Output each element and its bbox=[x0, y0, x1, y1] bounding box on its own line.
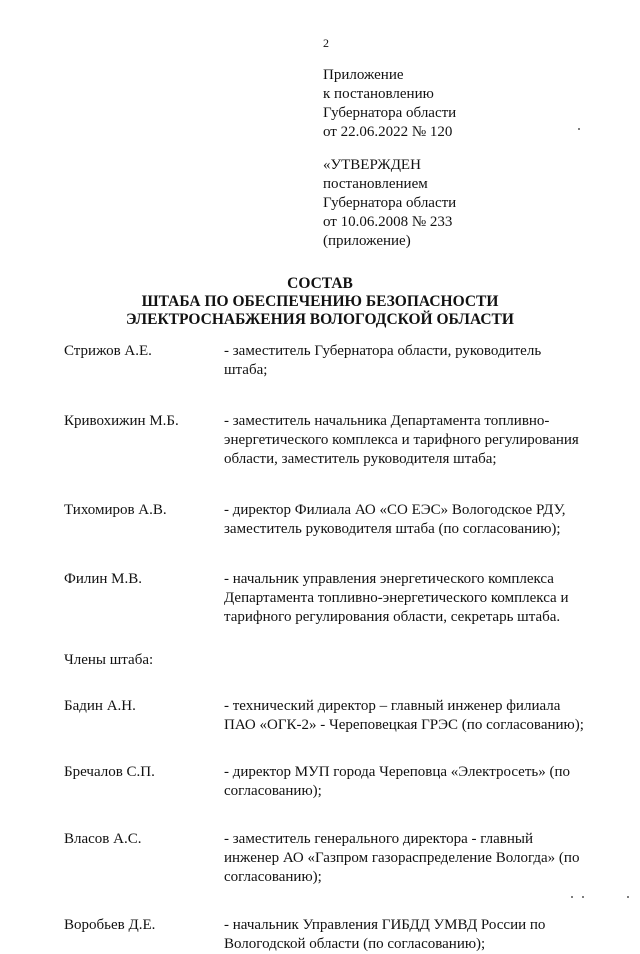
member-name: Бречалов С.П. bbox=[64, 764, 155, 780]
appendix-line: к постановлению bbox=[323, 86, 434, 102]
member-name: Стрижов А.Е. bbox=[64, 343, 152, 359]
member-role: - директор МУП города Череповца «Электросеть» (по согласованию); bbox=[224, 764, 571, 799]
scan-speck bbox=[578, 128, 580, 130]
scan-speck bbox=[582, 896, 584, 898]
scan-speck bbox=[627, 896, 629, 898]
member-role: - заместитель генерального директора - главный инженер АО «Газпром газораспределение Вологда» (по согласованию); bbox=[224, 831, 580, 885]
members-label: Члены штаба: bbox=[64, 652, 154, 668]
approved-line: (приложение) bbox=[323, 233, 411, 249]
member-role: - начальник Управления ГИБДД УМВД России по Вологодской области (по согласованию); bbox=[224, 917, 546, 952]
appendix-line: Губернатора области bbox=[323, 105, 457, 121]
title-line: ШТАБА ПО ОБЕСПЕЧЕНИЮ БЕЗОПАСНОСТИ bbox=[141, 293, 499, 310]
member-name: Власов А.С. bbox=[64, 831, 142, 847]
approved-header bbox=[323, 156, 456, 251]
approved-line: Губернатора области bbox=[323, 195, 457, 211]
leadership-entry bbox=[64, 342, 584, 380]
member-name: Воробьев Д.Е. bbox=[64, 917, 156, 933]
document-title bbox=[0, 275, 640, 329]
member-name: Тихомиров А.В. bbox=[64, 502, 167, 518]
member-entry bbox=[64, 830, 584, 887]
staff-composition-list bbox=[64, 342, 584, 954]
scan-speck bbox=[571, 896, 573, 898]
approved-line: постановлением bbox=[323, 176, 428, 192]
member-role: - директор Филиала АО «СО ЕЭС» Вологодское РДУ, заместитель руководителя штаба (по согласованию); bbox=[224, 502, 566, 537]
appendix-line: Приложение bbox=[323, 67, 404, 83]
title-line: СОСТАВ bbox=[287, 275, 353, 292]
approved-line: «УТВЕРЖДЕН bbox=[323, 157, 421, 173]
member-entry bbox=[64, 697, 584, 735]
member-role: - заместитель Губернатора области, руководитель штаба; bbox=[224, 343, 542, 378]
leadership-entry bbox=[64, 570, 584, 627]
page-number: 2 bbox=[323, 36, 329, 50]
member-role: - начальник управления энергетического комплекса Департамента топливно-энергетического комплекса и тарифного регулирования области, секретарь штаба. bbox=[224, 571, 569, 625]
title-line: ЭЛЕКТРОСНАБЖЕНИЯ ВОЛОГОДСКОЙ ОБЛАСТИ bbox=[126, 311, 514, 328]
leadership-entry bbox=[64, 412, 584, 469]
appendix-header bbox=[323, 66, 456, 142]
member-role: - технический директор – главный инженер филиала ПАО «ОГК-2» - Череповецкая ГРЭС (по согласованию); bbox=[224, 698, 584, 733]
member-entry bbox=[64, 763, 584, 801]
appendix-line: от 22.06.2022 № 120 bbox=[323, 124, 453, 140]
leadership-entry bbox=[64, 501, 584, 539]
member-name: Кривохижин М.Б. bbox=[64, 413, 179, 429]
member-entry bbox=[64, 916, 584, 954]
approved-line: от 10.06.2008 № 233 bbox=[323, 214, 453, 230]
member-name: Бадин А.Н. bbox=[64, 698, 136, 714]
member-name: Филин М.В. bbox=[64, 571, 143, 587]
member-role: - заместитель начальника Департамента топливно- энергетического комплекса и тарифного регулирования области, заместитель руководителя штаба; bbox=[224, 413, 579, 467]
